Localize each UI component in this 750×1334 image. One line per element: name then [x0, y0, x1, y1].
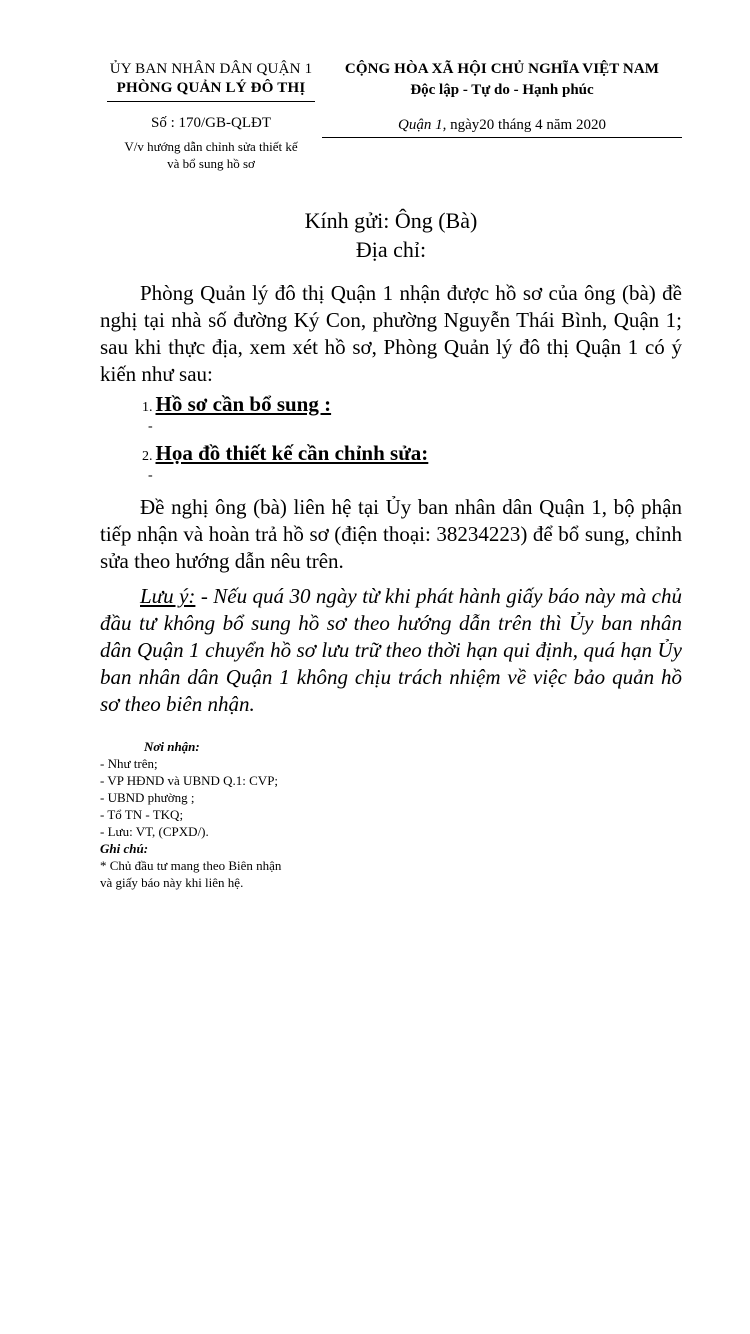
list-item-1-title: Hồ sơ cần bổ sung :: [155, 392, 332, 416]
salutation-block: [100, 206, 682, 264]
list-item-2: [142, 441, 682, 466]
list-item-2-number: 2.: [142, 449, 153, 464]
date-rest: ngày20 tháng 4 năm 2020: [446, 117, 606, 133]
agency-parent-name: ỦY BAN NHÂN DÂN QUẬN 1: [109, 61, 313, 77]
list-item-2-content: -: [148, 468, 153, 483]
recipient-item: - Tổ TN - TKQ;: [100, 807, 184, 822]
document-subject: [100, 138, 322, 172]
salutation-address: Địa chỉ:: [355, 237, 427, 262]
footer-note-line2: và giấy báo này khi liên hệ.: [100, 875, 244, 890]
national-motto: Độc lập - Tự do - Hạnh phúc: [410, 82, 594, 98]
footer-note-line1: * Chủ đầu tư mang theo Biên nhận: [100, 858, 282, 873]
date-divider-line: [322, 137, 682, 138]
note-label: Lưu ý:: [140, 584, 196, 608]
list-item-2-title: Họa đồ thiết kế cần chỉnh sửa:: [155, 441, 429, 465]
recipient-item: - Lưu: VT, (CPXD/).: [100, 824, 209, 839]
list-item-1: [142, 392, 682, 417]
recipient-item: - Như trên;: [100, 756, 158, 771]
list-item-1-content: -: [148, 419, 153, 434]
date-line: [322, 116, 682, 135]
body-paragraph-2: Đề nghị ông (bà) liên hệ tại Ủy ban nhân dân Quận 1, bộ phận tiếp nhận và hoàn trả hồ sơ (điện thoại: 38234223) để bổ sung, chỉnh sửa theo hướng dẫn nêu trên.: [100, 495, 682, 573]
recipients-label: Nơi nhận:: [144, 739, 200, 754]
recipient-item: - VP HĐND và UBND Q.1: CVP;: [100, 773, 279, 788]
document-subject-line1: V/v hướng dẫn chỉnh sửa thiết kế: [124, 139, 298, 154]
date-place: Quận 1,: [398, 117, 447, 133]
agency-divider-line: [107, 101, 315, 102]
document-header: [100, 60, 682, 172]
national-title: CỘNG HÒA XÃ HỘI CHỦ NGHĨA VIỆT NAM: [344, 61, 660, 77]
list-item-1-number: 1.: [142, 400, 153, 415]
issuing-agency-block: [100, 60, 322, 172]
note-paragraph: [100, 583, 682, 718]
salutation-recipient: Kính gửi: Ông (Bà): [304, 208, 478, 233]
document-number: Số : 170/GB-QLĐT: [151, 115, 271, 131]
document-subject-line2: và bổ sung hồ sơ: [167, 156, 255, 171]
body-paragraph-1: Phòng Quản lý đô thị Quận 1 nhận được hồ sơ của ông (bà) đề nghị tại nhà số đường Ký Con, phường Nguyễn Thái Bình, Quận 1; sau khi thực địa, xem xét hồ sơ, Phòng Quản lý đô thị Quận 1 có ý kiến như sau:: [100, 281, 682, 386]
document-footer: [100, 738, 682, 891]
footer-note-label: Ghi chú:: [100, 841, 149, 856]
recipient-item: - UBND phường ;: [100, 790, 195, 805]
note-text: - Nếu quá 30 ngày từ khi phát hành giấy báo này mà chủ đầu tư không bổ sung hồ sơ theo hướng dẫn trên thì Ủy ban nhân dân Quận 1 chuyển hồ sơ lưu trữ theo thời hạn qui định, quá hạn Ủy ban nhân dân Quận 1 không chịu trách nhiệm về việc bảo quản hồ sơ theo biên nhận.: [100, 584, 682, 716]
national-header-block: [322, 60, 682, 138]
agency-name: PHÒNG QUẢN LÝ ĐÔ THỊ: [116, 80, 306, 96]
